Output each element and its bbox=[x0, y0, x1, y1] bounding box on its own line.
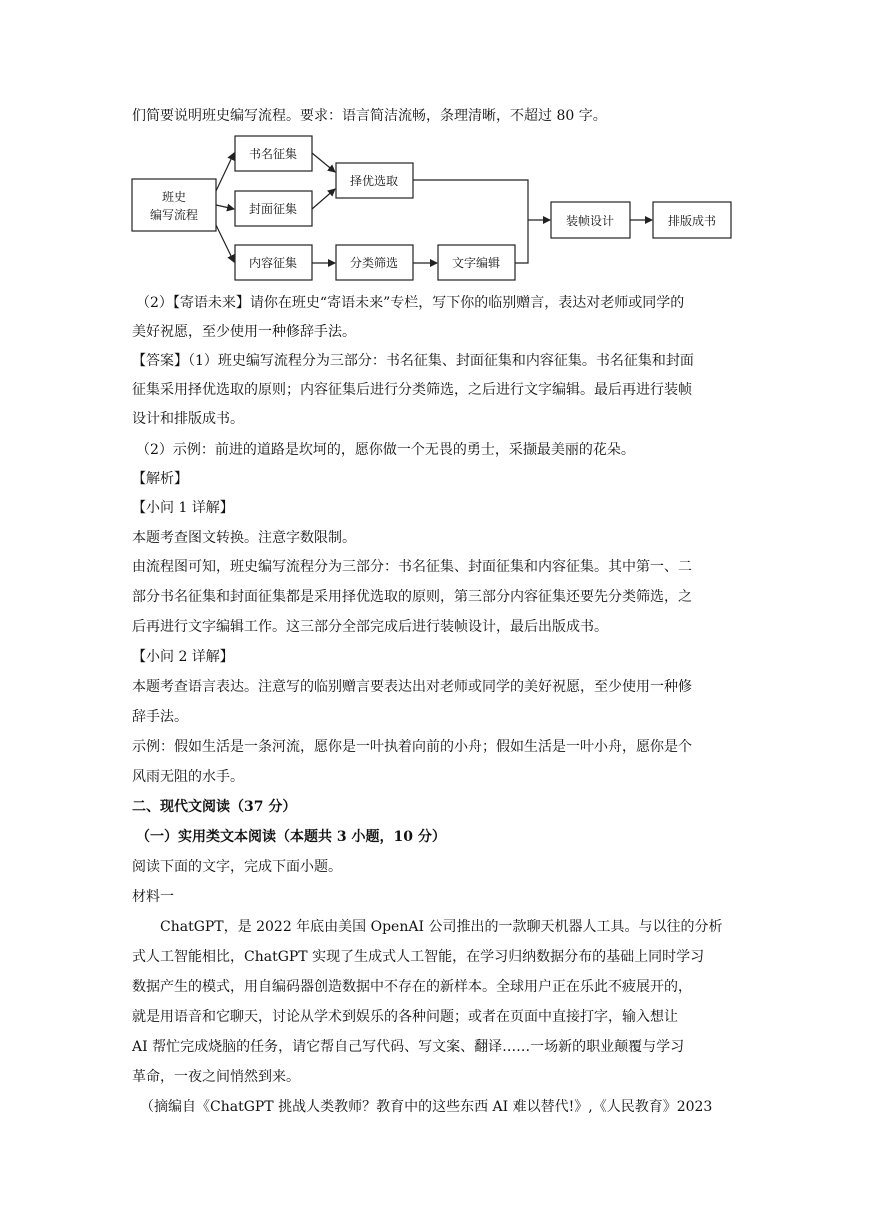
passage-line: ChatGPT，是 2022 年底由美国 OpenAI 公司推出的一款聊天机器人工具。与以往的分析 bbox=[160, 919, 723, 935]
sub2-heading: 【小问 2 详解】 bbox=[132, 649, 234, 665]
flow-start-box bbox=[132, 179, 216, 231]
flow-zhuangzhen: 装帧设计 bbox=[565, 214, 615, 228]
passage-line: 革命，一夜之间悄然到来。 bbox=[132, 1069, 300, 1085]
sub1-line: 由流程图可知，班史编写流程分为三部分：书名征集、封面征集和内容征集。其中第一、二 bbox=[132, 559, 692, 575]
sub2-line: 辞手法。 bbox=[132, 709, 188, 725]
sub1-line: 本题考查图文转换。注意字数限制。 bbox=[132, 530, 356, 546]
passage-line: AI 帮忙完成烧脑的任务，请它帮自己写代码、写文案、翻译……一场新的职业颠覆与学习 bbox=[132, 1039, 685, 1055]
answer-line: 【答案】（1）班史编写流程分为三部分：书名征集、封面征集和内容征集。书名征集和封面 bbox=[132, 353, 694, 369]
reading-instruction: 阅读下面的文字，完成下面小题。 bbox=[132, 859, 342, 875]
sub2-line: 风雨无阻的水手。 bbox=[132, 769, 244, 785]
flow-start-line2: 编写流程 bbox=[149, 208, 199, 222]
section-heading: 二、现代文阅读（37 分） bbox=[132, 799, 297, 815]
flow-zeyou: 择优选取 bbox=[349, 174, 399, 188]
analysis-heading: 【解析】 bbox=[132, 471, 188, 487]
passage-line: 数据产生的模式，用自编码器创造数据中不存在的新样本。全球用户正在乐此不疲展开的， bbox=[132, 979, 692, 995]
flow-wenzi: 文字编辑 bbox=[451, 256, 501, 270]
sub1-line: 部分书名征集和封面征集都是采用择优选取的原则，第三部分内容征集还要先分类筛选，之 bbox=[132, 589, 692, 605]
passage-line: 式人工智能相比，ChatGPT 实现了生成式人工智能，在学习归纳数据分布的基础上同时学习 bbox=[132, 949, 705, 965]
subsection-heading: （一）实用类文本阅读（本题共 3 小题，10 分） bbox=[136, 829, 446, 845]
flow-start-line1: 班史 bbox=[161, 190, 187, 204]
passage-line: 就是用语音和它聊天，讨论从学术到娱乐的各种问题；或者在页面中直接打字，输入想让 bbox=[132, 1009, 678, 1025]
source-citation: （摘编自《ChatGPT 挑战人类教师？教育中的这些东西 AI 难以替代!》,《人民教育》2023 bbox=[140, 1099, 713, 1115]
intro-text: 们简要说明班史编写流程。要求：语言简洁流畅，条理清晰，不超过 80 字。 bbox=[132, 108, 607, 124]
flow-paiban: 排版成书 bbox=[667, 214, 717, 228]
sub2-line: 示例：假如生活是一条河流，愿你是一叶执着向前的小舟；假如生活是一叶小舟，愿你是个 bbox=[132, 739, 692, 755]
flow-shuming: 书名征集 bbox=[248, 147, 298, 161]
sub2-line: 本题考查语言表达。注意写的临别赠言要表达出对老师或同学的美好祝愿，至少使用一种修 bbox=[132, 679, 692, 695]
answer-line: （2）示例：前进的道路是坎坷的，愿你做一个无畏的勇士，采撷最美丽的花朵。 bbox=[136, 442, 635, 458]
flow-neirong: 内容征集 bbox=[248, 256, 298, 270]
flowchart bbox=[131, 133, 734, 283]
material-label: 材料一 bbox=[132, 889, 174, 905]
sub1-heading: 【小问 1 详解】 bbox=[132, 500, 234, 516]
flow-fenlei: 分类筛选 bbox=[349, 256, 399, 270]
sub1-line: 后再进行文字编辑工作。这三部分全部完成后进行装帧设计，最后出版成书。 bbox=[132, 619, 608, 635]
q2-line: （2）【寄语未来】请你在班史“寄语未来”专栏，写下你的临别赠言，表达对老师或同学的 bbox=[136, 295, 685, 311]
answer-line: 设计和排版成书。 bbox=[132, 411, 244, 427]
flow-fengmian: 封面征集 bbox=[248, 202, 298, 216]
q2-line: 美好祝愿，至少使用一种修辞手法。 bbox=[132, 324, 356, 340]
answer-line: 征集采用择优选取的原则；内容征集后进行分类筛选，之后进行文字编辑。最后再进行装帧 bbox=[132, 382, 692, 398]
